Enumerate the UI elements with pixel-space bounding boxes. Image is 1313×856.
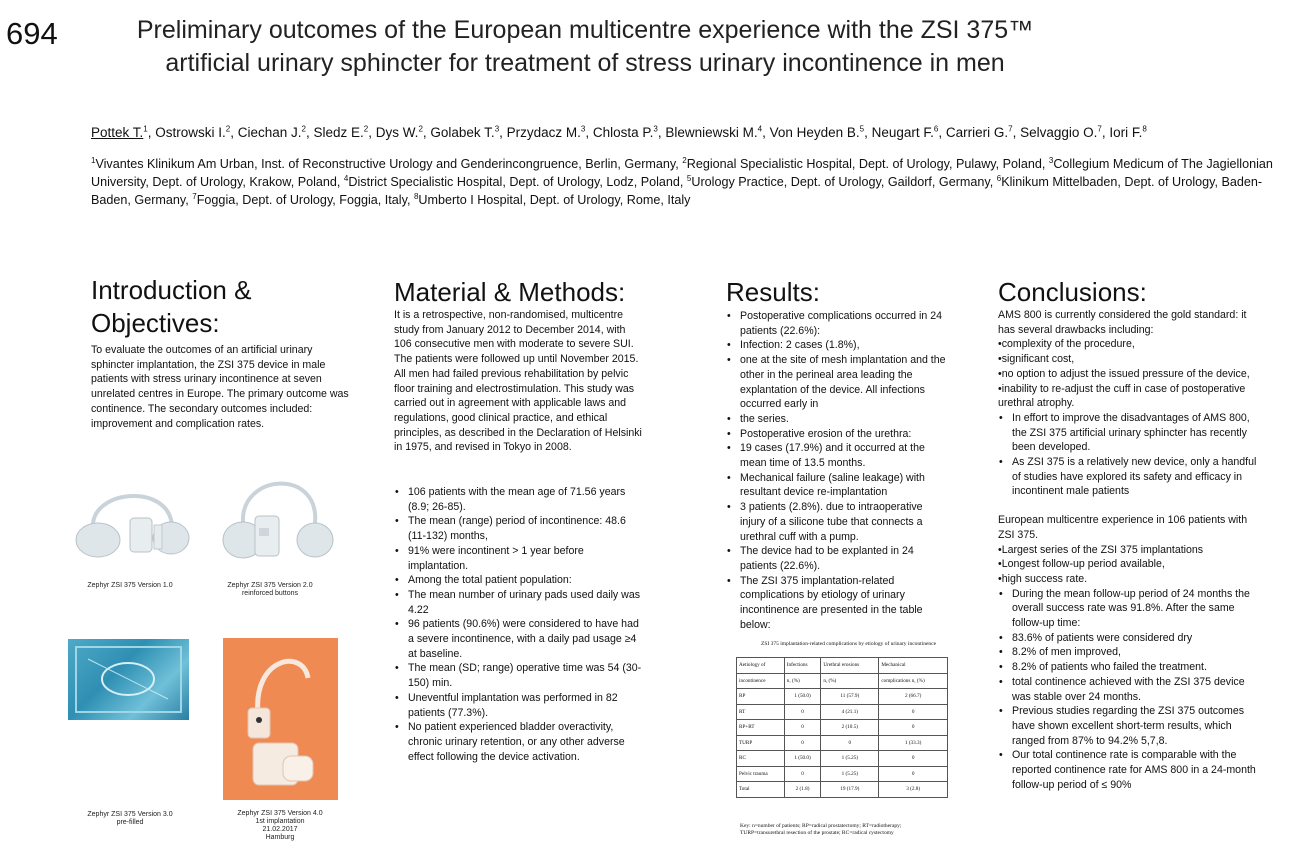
list-item: • The mean (range) period of incontinence: 48.6 (11-132) months, <box>408 514 646 543</box>
author-sup: 7 <box>1008 124 1013 134</box>
list-item: • total continence achieved with the ZSI 375 device was stable over 24 months. <box>1012 675 1260 704</box>
list-item: • no option to adjust the issued pressure of the device, <box>998 367 1260 382</box>
list-item: • As ZSI 375 is a relatively new device, only a handful of studies have explored its safety and efficacy in incontinent male patients <box>1012 455 1260 499</box>
table-row <box>737 751 948 767</box>
methods-heading: Material & Methods: <box>394 277 626 307</box>
title-line-1: Preliminary outcomes of the European multicentre experience with the ZSI 375™ <box>136 16 1034 44</box>
table-cell: 0 <box>879 720 948 736</box>
affiliation-text: District Specialistic Hospital, Dept. of Urology, Lodz, Poland, <box>348 175 687 189</box>
table-cell: 0 <box>879 704 948 720</box>
list-item: • 8.2% of men improved, <box>1012 645 1260 660</box>
author-name: , Von Heyden B. <box>762 125 860 140</box>
table-header-cell: complications n, (%) <box>879 673 948 689</box>
table-cell: Total <box>737 782 785 798</box>
table-row <box>737 782 948 798</box>
conclusions-para2: European multicentre experience in 106 patients with ZSI 375. <box>998 514 1248 541</box>
table-row <box>737 720 948 736</box>
author-sup: 4 <box>757 124 763 134</box>
author-name: , Golabek T. <box>422 125 495 140</box>
table-row <box>737 766 948 782</box>
table-cell: 4 (21.1) <box>821 704 879 720</box>
author-sup: 2 <box>418 124 423 134</box>
affiliation-text: Collegium Medicum of The Jagiellonian University, Dept. of Urology, Krakow, Poland, <box>91 157 1273 189</box>
list-item: • one at the site of mesh implantation and the other in the perineal area leading the explantation of the device. All infections occurred early in <box>740 353 948 412</box>
author-name: , Chlosta P. <box>585 125 654 140</box>
list-item: • inability to re-adjust the cuff in case of postoperative urethral atrophy. <box>998 382 1260 411</box>
device-caption-v3 <box>60 811 200 827</box>
author-sup: 2 <box>363 124 369 134</box>
author-sup: 3 <box>494 124 500 134</box>
device-image-v4 <box>223 638 338 800</box>
table-header-cell: n, (%) <box>821 673 879 689</box>
table-caption: ZSI 375 implantation-related complications by etiology of urinary incontinence <box>761 641 937 647</box>
list-item: • 106 patients with the mean age of 71.56 years (8.9; 26-85). <box>408 485 646 514</box>
table-header-cell: n, (%) <box>784 673 821 689</box>
table-cell: 1 (5.25) <box>821 766 879 782</box>
affiliation-text: Urology Practice, Dept. of Urology, Gaildorf, Germany, <box>691 175 997 189</box>
author-name: , Sledz E. <box>305 125 364 140</box>
caption-line: Hamburg <box>265 834 295 841</box>
list-item: • 83.6% of patients were considered dry <box>1012 631 1260 646</box>
methods-list <box>394 485 646 764</box>
author-sup: 1 <box>143 124 148 134</box>
author-sup: 2 <box>225 124 231 134</box>
methods-body: It is a retrospective, non-randomised, multicentre study from January 2012 to December 2014, with 106 consecutive men with moderate to severe SUI. The patients were followed up until November 2015. All men had failed previous rehabilitation by pelvic floor training and electrostimulation. This study was carried out in agreement with applicable laws and regulations, good clinical practice, and ethical principles, as described in the Declaration of Helsinki in 1975, and revised in Tokyo in 2008. <box>394 309 642 454</box>
caption-line: reinforced buttons <box>241 590 299 597</box>
list-item: • the series. <box>740 412 948 427</box>
methods-bullets <box>394 485 646 764</box>
author-name: , Neugart F. <box>864 125 934 140</box>
table-cell: 1 (50.0) <box>784 751 821 767</box>
table-cell: TURP <box>737 735 785 751</box>
list-item: • The mean (SD; range) operative time was 54 (30-150) min. <box>408 661 646 690</box>
affiliation-text: Klinikum Mittelbaden, Dept. of Urology, Baden-Baden, Germany, <box>91 175 1263 207</box>
affiliation-sup: 7 <box>192 191 197 201</box>
affiliations <box>91 155 1296 209</box>
author-sup: 8 <box>1142 124 1147 134</box>
table-row <box>737 735 948 751</box>
author-sup: 3 <box>580 124 586 134</box>
author-name: , Iori F. <box>1101 125 1143 140</box>
author-name: , Selvaggio O. <box>1012 125 1098 140</box>
affiliation-sup: 4 <box>343 173 349 183</box>
affiliation-text: Regional Specialistic Hospital, Dept. of Urology, Pulawy, Poland, <box>686 157 1049 171</box>
outcomes-list <box>998 587 1260 793</box>
table-cell: 1 (33.3) <box>879 735 948 751</box>
table-cell: 1 (5.25) <box>821 751 879 767</box>
table-cell: 0 <box>784 704 821 720</box>
results-heading: Results: <box>726 277 820 307</box>
drawbacks-list <box>998 337 1260 411</box>
list-item: • The ZSI 375 implantation-related complications by etiology of urinary incontinence are presented in the table below: <box>740 574 948 633</box>
results-bullets <box>726 309 948 632</box>
conclusions-heading: Conclusions: <box>998 277 1147 307</box>
affiliation-text: Umberto I Hospital, Dept. of Urology, Rome, Italy <box>418 193 691 207</box>
table-header-cell: Infections <box>784 658 821 674</box>
table-row <box>737 689 948 705</box>
list-item: • In effort to improve the disadvantages of AMS 800, the ZSI 375 artificial urinary sphincter has recently been developed. <box>1012 411 1260 455</box>
caption-line: Zephyr ZSI 375 Version 4.0 <box>237 810 323 817</box>
affiliation-text: Foggia, Dept. of Urology, Foggia, Italy, <box>196 193 414 207</box>
caption-line: Zephyr ZSI 375 Version 2.0 <box>227 582 313 589</box>
table-cell: RP+RT <box>737 720 785 736</box>
table-cell: 0 <box>784 766 821 782</box>
table-row <box>737 704 948 720</box>
highlights-list <box>998 543 1260 587</box>
author-sup: 6 <box>933 124 939 134</box>
poster-number: 694 <box>6 16 58 51</box>
poster-title <box>60 14 1110 80</box>
table-cell: 2 (1.8) <box>784 782 821 798</box>
caption-line: Zephyr ZSI 375 Version 3.0 <box>87 811 173 818</box>
device-caption-v4 <box>210 810 350 842</box>
improvement-list <box>998 411 1260 499</box>
device-image-v1 <box>68 470 193 570</box>
list-item: • Postoperative complications occurred in 24 patients (22.6%): <box>740 309 948 338</box>
list-item: • The mean number of urinary pads used daily was 4.22 <box>408 588 646 617</box>
author-name: , Blewniewski M. <box>657 125 758 140</box>
list-item: • Uneventful implantation was performed in 82 patients (77.3%). <box>408 691 646 720</box>
list-item: • The device had to be explanted in 24 patients (22.6%). <box>740 544 948 573</box>
affiliation-sup: 2 <box>682 155 687 165</box>
list-item: • Largest series of the ZSI 375 implantations <box>998 543 1260 558</box>
caption-line: 21.02.2017 <box>262 826 298 833</box>
table-header-row <box>737 673 948 689</box>
table-cell: 3 (2.8) <box>879 782 948 798</box>
affiliation-sup: 3 <box>1048 155 1054 165</box>
intro-heading-line-1: Introduction & <box>91 275 252 305</box>
list-item: • high success rate. <box>998 572 1260 587</box>
table-key-line: TURP=transurethral resection of the prostate; RC=radical cystectomy <box>740 830 894 836</box>
table-cell: 0 <box>784 720 821 736</box>
caption-line: pre-filled <box>116 819 144 826</box>
list-item: • 96 patients (90.6%) were considered to have had a severe incontinence, with a daily pad usage ≥4 at baseline. <box>408 617 646 661</box>
table-key <box>740 823 901 837</box>
table-cell: RT <box>737 704 785 720</box>
title-line-2: artificial urinary sphincter for treatment of stress urinary incontinence in men <box>165 49 1005 77</box>
table-cell: RC <box>737 751 785 767</box>
table-key-line: Key: n=number of patients; RP=radical prostatectomy; RT=radiotherapy; <box>740 823 902 829</box>
device-caption-v1 <box>60 582 200 590</box>
author-name: , Przydacz M. <box>499 125 581 140</box>
table-cell: 11 (57.9) <box>821 689 879 705</box>
author-name: , Ciechan J. <box>230 125 302 140</box>
device-caption-v2 <box>200 582 340 598</box>
list-item: • 19 cases (17.9%) and it occurred at the mean time of 13.5 months. <box>740 441 948 470</box>
device-image-v2 <box>215 468 340 573</box>
caption-line: Zephyr ZSI 375 Version 1.0 <box>87 582 173 589</box>
list-item: • 8.2% of patients who failed the treatment. <box>1012 660 1260 675</box>
list-item: • Among the total patient population: <box>408 573 646 588</box>
list-item: • Longest follow-up period available, <box>998 557 1260 572</box>
table-cell: 0 <box>879 766 948 782</box>
table-cell: Pelvic trauma <box>737 766 785 782</box>
author-sup: 5 <box>859 124 865 134</box>
list-item: • Infection: 2 cases (1.8%), <box>740 338 948 353</box>
table-header-cell: Urethral erosions <box>821 658 879 674</box>
author-sup: 7 <box>1097 124 1102 134</box>
table-cell: 0 <box>784 735 821 751</box>
author-name: , Dys W. <box>368 125 419 140</box>
table-header-cell: incontinence <box>737 673 785 689</box>
table-cell: 19 (17.9) <box>821 782 879 798</box>
affiliation-sup: 1 <box>91 155 96 165</box>
list-item: • significant cost, <box>998 352 1260 367</box>
intro-heading-line-2: Objectives: <box>91 308 220 338</box>
complications-table <box>736 657 948 798</box>
affiliation-sup: 6 <box>996 173 1002 183</box>
first-author: Pottek T. <box>91 125 144 140</box>
affiliation-sup: 5 <box>686 173 692 183</box>
co-authors <box>148 125 1147 140</box>
list-item: • 3 patients (2.8%). due to intraoperative injury of a silicone tube that connects a urethral cuff with a pump. <box>740 500 948 544</box>
intro-body: To evaluate the outcomes of an artificial urinary sphincter implantation, the ZSI 375 device in male patients with stress urinary incontinence at seven unrelated centres in Europe. The primary outcome was continence. The secondary outcomes included: improvement and complication rates. <box>91 344 349 430</box>
list-item: • During the mean follow-up period of 24 months the overall success rate was 91.8%. After the same follow-up time: <box>1012 587 1260 631</box>
author-sup: 2 <box>301 124 306 134</box>
table-cell: RP <box>737 689 785 705</box>
table-cell: 1 (50.0) <box>784 689 821 705</box>
list-item: • Previous studies regarding the ZSI 375 outcomes have shown excellent short-term results, which ranged from 87% to 94.2% 5,7,8. <box>1012 704 1260 748</box>
intro-heading <box>91 274 251 340</box>
table-header-cell: Mechanical <box>879 658 948 674</box>
list-item: • 91% were incontinent > 1 year before implantation. <box>408 544 646 573</box>
list-item: • No patient experienced bladder overactivity, chronic urinary retention, or any other adverse effect following the device activation. <box>408 720 646 764</box>
author-name: , Carrieri G. <box>938 125 1009 140</box>
table-cell: 2 (66.7) <box>879 689 948 705</box>
author-sup: 3 <box>653 124 658 134</box>
list-item: • Our total continence rate is comparable with the reported continence rate for AMS 800 in a 24-month follow-up period of ≤ 90% <box>1012 748 1260 792</box>
list-item: • Mechanical failure (saline leakage) with resultant device re-implantation <box>740 471 948 500</box>
table-header-cell: Aetiology of <box>737 658 785 674</box>
table-cell: 2 (10.5) <box>821 720 879 736</box>
affiliation-sup: 8 <box>413 191 419 201</box>
affiliation-text: Vivantes Klinikum Am Urban, Inst. of Reconstructive Urology and Genderincongruence, Berlin, Germany, <box>95 157 683 171</box>
table-cell: 0 <box>879 751 948 767</box>
table-cell: 0 <box>821 735 879 751</box>
author-name: , Ostrowski I. <box>147 125 226 140</box>
results-list <box>726 309 948 632</box>
author-list <box>91 125 1301 140</box>
table-header-row <box>737 658 948 674</box>
conclusions-intro: AMS 800 is currently considered the gold standard: it has several drawbacks including: <box>998 309 1247 336</box>
caption-line: 1st implantation <box>255 818 305 825</box>
list-item: • complexity of the procedure, <box>998 337 1260 352</box>
list-item: • Postoperative erosion of the urethra: <box>740 427 948 442</box>
conclusions-body <box>998 308 1260 793</box>
device-image-v3 <box>68 639 189 720</box>
